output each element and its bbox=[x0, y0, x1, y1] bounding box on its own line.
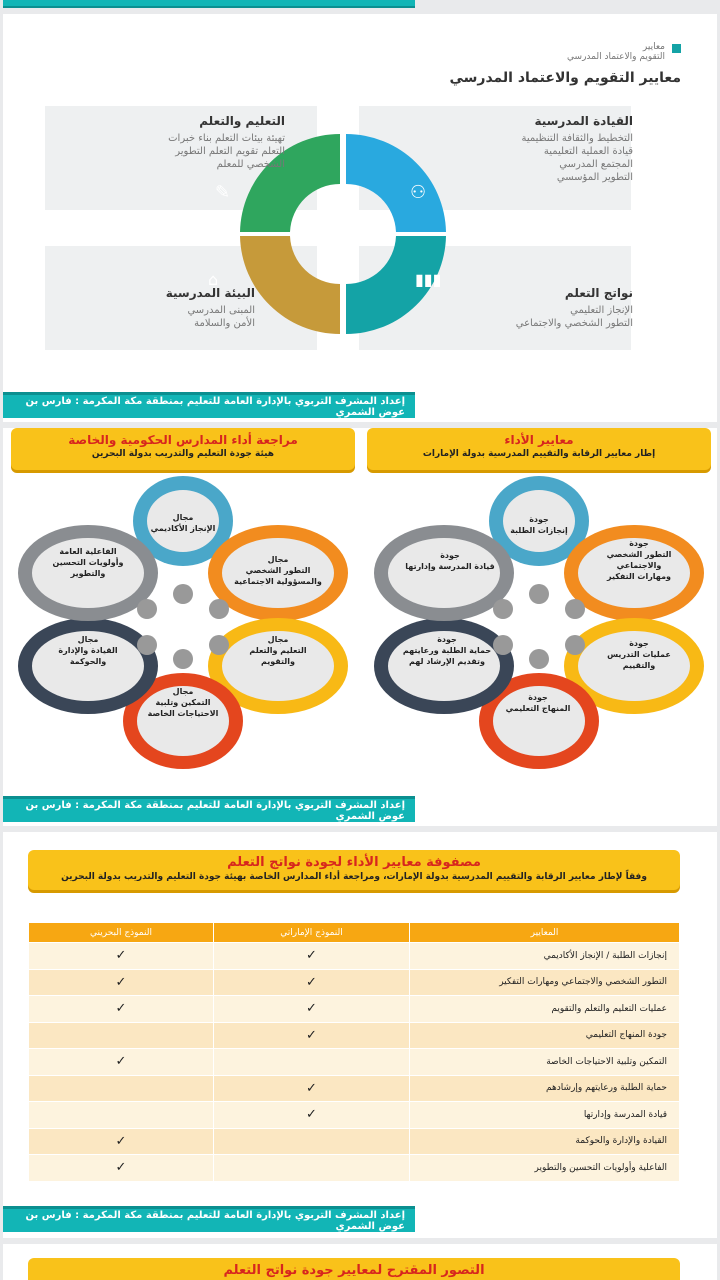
bahrain-check-cell bbox=[29, 1022, 214, 1049]
matrix-title-banner: مصفوفة معايير الأداء لجودة نواتج التعلم وفقاً لإطار معايير الرقابة والتقييم المدرسية بدولة الإمارات، ومراجعة أداء المدارس الخاصة بهيئة جودة التعليم والتدريب بدولة البحرين bbox=[28, 850, 680, 890]
check-icon: ✓ bbox=[115, 1160, 127, 1176]
check-icon: ✓ bbox=[115, 1054, 127, 1070]
environment-text: البيئة المدرسية المبنى المدرسي الأمن والسلامة bbox=[165, 286, 255, 329]
criterion-cell: جودة المنهاج التعليمي bbox=[410, 1022, 680, 1049]
breadcrumb-marker bbox=[672, 44, 681, 53]
criterion-cell: التطور الشخصي والاجتماعي ومهارات التفكير bbox=[410, 969, 680, 996]
check-icon: ✓ bbox=[306, 974, 317, 990]
uae-check-cell bbox=[214, 1102, 410, 1129]
criterion-cell: التمكين وتلبية الاحتياجات الخاصة bbox=[410, 1049, 680, 1076]
criterion-cell: القيادة والإدارة والحوكمة bbox=[410, 1128, 680, 1155]
banner-bahrain-review: مراجعة أداء المدارس الحكومية والخاصة هيئة جودة التعليم والتدريب بدولة البحرين bbox=[11, 428, 355, 470]
table-row bbox=[29, 1049, 680, 1076]
school-building-icon: ⌂ bbox=[208, 270, 219, 289]
footer-credit: إعداد المشرف التربوي بالإدارة العامة للتعليم بمنطقة مكة المكرمة : فارس بن عوض الشمري bbox=[25, 395, 405, 418]
top-footer-strip bbox=[3, 0, 415, 8]
uae-check-cell bbox=[214, 943, 410, 970]
slide2-footer: إعداد المشرف التربوي بالإدارة العامة للتعليم بمنطقة مكة المكرمة : فارس بن عوض الشمري bbox=[3, 796, 415, 822]
bahrain-check-cell bbox=[29, 1049, 214, 1076]
uae-check-cell bbox=[214, 996, 410, 1023]
col-header-uae: النموذج الإماراتي bbox=[214, 923, 410, 943]
bh-petal-2: مجال التطور الشخصي والمسؤولية الاجتماعية bbox=[234, 555, 322, 586]
slide-performance-standards bbox=[3, 428, 717, 826]
uae-petal-2: جودة التطور الشخصي والاجتماعي ومهارات التفكير bbox=[606, 539, 672, 581]
uae-check-cell bbox=[214, 969, 410, 996]
check-icon: ✓ bbox=[115, 1133, 127, 1149]
table-row bbox=[29, 1155, 680, 1182]
check-icon: ✓ bbox=[115, 1001, 127, 1017]
table-row bbox=[29, 943, 680, 970]
slide-matrix bbox=[3, 832, 717, 1238]
check-icon: ✓ bbox=[306, 1001, 317, 1017]
outcomes-text: نواتج التعلم الإنجاز التعليمي التطور الشخصي والاجتماعي bbox=[515, 286, 633, 329]
uae-petal-6: جودة قيادة المدرسة وإدارتها bbox=[405, 551, 495, 571]
org-chart-icon: ⚇ bbox=[410, 182, 427, 203]
students-icon: ▮▮▮ bbox=[415, 270, 442, 289]
col-header-bahrain: النموذج البحريني bbox=[29, 923, 214, 943]
bh-petal-6: الفاعلية العامة وأولويات التحسين والتطوير bbox=[52, 547, 124, 578]
table-row bbox=[29, 1075, 680, 1102]
uae-petal-4: جودة المنهاج التعليمي bbox=[505, 693, 571, 713]
slide3-footer: إعداد المشرف التربوي بالإدارة العامة للتعليم بمنطقة مكة المكرمة : فارس بن عوض الشمري bbox=[3, 1206, 415, 1232]
pencil-ruler-icon: ✎ bbox=[215, 182, 231, 203]
bahrain-check-cell bbox=[29, 996, 214, 1023]
breadcrumb: معايير التقويم والاعتماد المدرسي bbox=[567, 42, 665, 62]
table-row bbox=[29, 1102, 680, 1129]
matrix-body bbox=[29, 943, 680, 1182]
criterion-cell: حماية الطلبة ورعايتهم وإرشادهم bbox=[410, 1075, 680, 1102]
uae-check-cell bbox=[214, 1049, 410, 1076]
bh-petal-4: مجال التمكين وتلبية الاحتياجات الخاصة bbox=[147, 687, 219, 718]
col-header-criteria: المعايير bbox=[410, 923, 680, 943]
table-row bbox=[29, 1022, 680, 1049]
uae-petal-3: جودة عمليات التدريس والتقييم bbox=[607, 639, 671, 670]
slide-school-evaluation-standards bbox=[3, 14, 717, 422]
slide-proposed-vision bbox=[3, 1244, 717, 1280]
bahrain-check-cell bbox=[29, 1102, 214, 1129]
bahrain-check-cell bbox=[29, 1128, 214, 1155]
check-icon: ✓ bbox=[306, 1080, 317, 1096]
page-title: معايير التقويم والاعتماد المدرسي bbox=[449, 70, 681, 86]
uae-check-cell bbox=[214, 1155, 410, 1182]
check-icon: ✓ bbox=[306, 948, 317, 964]
bahrain-check-cell bbox=[29, 969, 214, 996]
bahrain-check-cell bbox=[29, 1155, 214, 1182]
check-icon: ✓ bbox=[306, 1107, 317, 1123]
leadership-text: القيادة المدرسية التخطيط والثقافة التنظيمية قيادة العملية التعليمية المجتمع المدرسي التطوير المؤسسي bbox=[521, 114, 633, 183]
teaching-text: التعليم والتعلم تهيئة بيئات التعلم بناء خبرات التعلم تقويم التعلم التطوير الشخصي للمعلم bbox=[168, 114, 285, 170]
standards-matrix-table bbox=[28, 922, 680, 1182]
uae-check-cell bbox=[214, 1128, 410, 1155]
uae-petal-1: جودة إنجازات الطلبة bbox=[510, 515, 568, 535]
banner-uae-standards: معايير الأداء إطار معايير الرقابة والتقييم المدرسية بدولة الإمارات bbox=[367, 428, 711, 470]
criterion-cell: عمليات التعليم والتعلم والتقويم bbox=[410, 996, 680, 1023]
check-icon: ✓ bbox=[306, 1027, 317, 1043]
table-row bbox=[29, 996, 680, 1023]
bh-petal-1: مجال الإنجاز الأكاديمي bbox=[150, 513, 216, 533]
check-icon: ✓ bbox=[115, 974, 127, 990]
criterion-cell: قيادة المدرسة وإدارتها bbox=[410, 1102, 680, 1129]
bh-petal-5: مجال القيادة والإدارة والحوكمة bbox=[58, 635, 118, 666]
uae-check-cell bbox=[214, 1022, 410, 1049]
uae-check-cell bbox=[214, 1075, 410, 1102]
proposed-vision-banner: التصور المقترح لمعايير جودة نواتج التعلم bbox=[28, 1258, 680, 1280]
bh-petal-3: مجال التعليم والتعلم والتقويم bbox=[249, 635, 307, 666]
table-row bbox=[29, 969, 680, 996]
slide1-footer bbox=[3, 392, 415, 418]
criterion-cell: إنجازات الطلبة / الإنجاز الأكاديمي bbox=[410, 943, 680, 970]
uae-petal-5: جودة حماية الطلبة ورعايتهم وتقديم الإرشاد لهم bbox=[402, 635, 492, 666]
criterion-cell: الفاعلية وأولويات التحسين والتطوير bbox=[410, 1155, 680, 1182]
check-icon: ✓ bbox=[115, 948, 127, 964]
table-row bbox=[29, 1128, 680, 1155]
bahrain-check-cell bbox=[29, 943, 214, 970]
bahrain-check-cell bbox=[29, 1075, 214, 1102]
